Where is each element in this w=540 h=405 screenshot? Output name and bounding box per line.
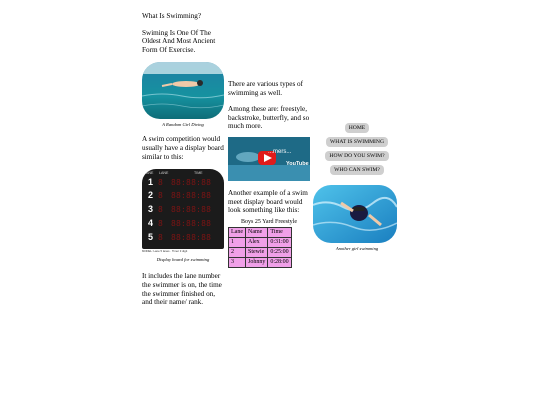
- nav-what-is-swimming-button[interactable]: WHAT IS SWIMMING: [326, 137, 388, 147]
- table-row: [229, 237, 292, 247]
- final-text: It includes the lane number the swimmer is on, the time the swimmer finished on, and their name/ rank.: [142, 272, 222, 307]
- competition-text: A swim competition would usually have a display board similar to this:: [142, 135, 224, 161]
- table-cell: 3: [229, 257, 246, 267]
- nav-home-button[interactable]: HOME: [345, 123, 369, 133]
- board-row: [145, 177, 221, 189]
- board-seg: 8: [158, 233, 164, 243]
- example-text: Another example of a swim meet display board would look something like this:: [228, 188, 308, 215]
- intro-text: Swiming Is One Of The Oldest And Most Ancient Form Of Exercise.: [142, 28, 216, 54]
- swimming-image-caption: Another girl swimming: [335, 246, 379, 251]
- board-time-seg: 88:88:88: [171, 219, 212, 229]
- table-cell: 2: [229, 247, 246, 257]
- board-row: [145, 204, 221, 216]
- board-time-seg: 88:88:88: [171, 178, 212, 188]
- youtube-logo: YouTube: [286, 160, 309, 167]
- board-lane-number: 5: [148, 232, 154, 243]
- board-row: [145, 232, 221, 244]
- board-time-seg: 88:88:88: [171, 233, 212, 243]
- board-small-note: MODEL: Lane 5 lanes · Timer 3 digit: [142, 249, 188, 254]
- results-table: [228, 227, 292, 268]
- board-caption: Display board for swimming: [156, 257, 210, 263]
- board-header: [142, 171, 224, 176]
- swimming-girl-image: [313, 185, 397, 243]
- board-header-time: TIME: [194, 171, 203, 176]
- table-header-row: [229, 227, 292, 237]
- among-text: Among these are: freestyle, backstroke, butterfly, and so much more.: [228, 105, 310, 131]
- nav-menu: [313, 123, 401, 175]
- nav-who-can-swim-button[interactable]: WHO CAN SWIM?: [330, 165, 384, 175]
- left-column: [142, 12, 224, 307]
- table-cell: 0:28:00: [268, 257, 291, 267]
- board-time-seg: 88:88:88: [171, 205, 212, 215]
- table-cell: 1: [229, 237, 246, 247]
- table-cell: Stewie: [246, 247, 268, 257]
- middle-column: [228, 80, 310, 268]
- table-row: [229, 257, 292, 267]
- nav-how-do-you-swim-button[interactable]: HOW DO YOU SWIM?: [325, 151, 388, 161]
- board-header-lane-2: LANE: [159, 171, 169, 176]
- table-header-cell: Time: [268, 227, 291, 237]
- table-header-cell: Name: [246, 227, 268, 237]
- board-lane-number: 1: [148, 177, 154, 188]
- table-cell: 0:31:00: [268, 237, 291, 247]
- board-seg: 8: [158, 205, 164, 215]
- video-title: ...mers...: [268, 148, 292, 155]
- table-header-cell: Lane: [229, 227, 246, 237]
- board-time-seg: 88:88:88: [171, 191, 212, 201]
- board-lane-number: 3: [148, 204, 154, 215]
- board-row: [145, 190, 221, 202]
- types-text: There are various types of swimming as well.: [228, 80, 304, 97]
- display-board-image: [142, 169, 224, 249]
- board-row: [145, 218, 221, 230]
- page-heading: What Is Swimming?: [142, 12, 202, 20]
- youtube-video-embed[interactable]: [228, 137, 310, 181]
- table-cell: Johnny: [246, 257, 268, 267]
- board-seg: 8: [158, 191, 164, 201]
- board-lane-number: 4: [148, 218, 154, 229]
- table-cell: 0:25:00: [268, 247, 291, 257]
- table-row: [229, 247, 292, 257]
- board-seg: 8: [158, 178, 164, 188]
- table-cell: Alex: [246, 237, 268, 247]
- board-lane-number: 2: [148, 190, 154, 201]
- table-caption: Boys 25 Yard Freestyle: [240, 218, 297, 225]
- diving-image-caption: A Random Girl Diving: [162, 122, 204, 128]
- board-header-lane: LANE: [144, 171, 154, 176]
- board-seg: 8: [158, 219, 164, 229]
- right-column: [313, 123, 401, 251]
- diving-girl-image: [142, 62, 224, 119]
